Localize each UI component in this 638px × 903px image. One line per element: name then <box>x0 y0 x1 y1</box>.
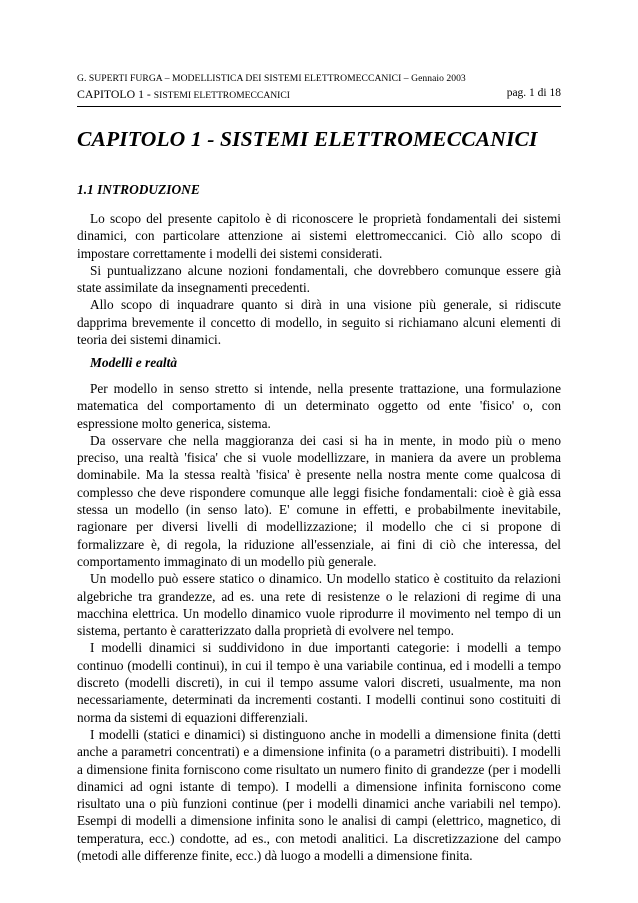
paragraph: Da osservare che nella maggioranza dei casi si ha in mente, in modo più o meno preciso, una realtà 'fisica' che si vuole modellizzare, in maniera da avere un problema dominabile. Ma la stessa realtà 'fisica' è presente nella nostra mente come qualcosa di complesso che deve rispondere comunque alle leggi fisiche fondamentali: cioè è già essa stessa un modello (in senso lato). E' comune in effetti, e probabilmente inevitabile, ragionare per diversi livelli di modellizzazione; il modello che ci si propone di formalizzare è, di regola, la riduzione all'essenziale, ai fini di ciò che interessa, del comportamento immaginato di un modello più generale. <box>77 432 561 569</box>
running-header-chapter-name: SISTEMI ELETTROMECCANICI <box>153 90 290 101</box>
paragraph: Allo scopo di inquadrare quanto si dirà in una visione più generale, si ridiscute dapprima brevemente il concetto di modello, in seguito si richiamano alcuni elementi di teoria dei sistemi dinamici. <box>77 297 561 348</box>
running-header-author: G. SUPERTI FURGA – MODELLISTICA DEI SISTEMI ELETTROMECCANICI – Gennaio 2003 <box>77 73 466 84</box>
page-number: pag. 1 di 18 <box>506 87 561 99</box>
paragraph: I modelli dinamici si suddividono in due importanti categorie: i modelli a tempo continuo (modelli continui), in cui il tempo è una variabile continua, ed i modelli a tempo discreto (modelli discreti), in cui il tempo assume valori discreti, usualmente, ma non necessariamente, determinati da incrementi costanti. I modelli continui sono costituiti di norma da sistemi di equazioni differenziali. <box>77 640 561 725</box>
paragraph: Un modello può essere statico o dinamico. Un modello statico è costituito da relazioni algebriche tra grandezze, ad es. una rete di resistenze o le relazioni di regime di una macchina elettrica. Un modello dinamico vuole riprodurre il movimento nel tempo di un sistema, pertanto è caratterizzato dalla proprietà di evolvere nel tempo. <box>77 571 561 639</box>
header-divider <box>77 106 561 107</box>
running-header-chapter <box>77 87 561 103</box>
paragraph: Per modello in senso stretto si intende, nella presente trattazione, una formulazione matematica del comportamento di un determinato oggetto od ente 'fisico' o, con espressione molto generica, sistema. <box>77 381 561 431</box>
paragraph: I modelli (statici e dinamici) si distinguono anche in modelli a dimensione finita (detti anche a parametri concentrati) e a dimensione infinita (o a parametri distribuiti). I modelli a dimensione finita forniscono come risultato un numero finito di grandezze (per i modelli dinamici ad ogni istante di tempo). I modelli a dimensione infinita forniscono come risultato una o più funzioni continue (per i modelli dinamici anche variabili nel tempo). Esempi di modelli a dimensione infinita sono le analisi di campi (elettrico, magnetico, di temperatura, ecc.) condotte, ad es., con metodi analitici. La discretizzazione del campo (metodi alle differenze finite, ecc.) dà luogo a modelli a dimensione finita. <box>77 726 561 864</box>
section-title: 1.1 INTRODUZIONE <box>77 182 200 197</box>
paragraph: Si puntualizzano alcune nozioni fondamentali, che dovrebbero comunque essere già state assimilate da insegnamenti precedenti. <box>77 262 561 296</box>
subsection-title: Modelli e realtà <box>90 355 178 370</box>
running-header-chapter-prefix: CAPITOLO 1 - <box>77 87 154 101</box>
chapter-title: CAPITOLO 1 - SISTEMI ELETTROMECCANICI <box>77 127 538 151</box>
paragraph: Lo scopo del presente capitolo è di riconoscere le proprietà fondamentali dei sistemi dinamici, con particolare attenzione ai sistemi elettromeccanici. Ciò allo scopo di impostare correttamente i modelli dei sistemi considerati. <box>77 211 561 261</box>
subsection-body <box>77 380 561 864</box>
section-body <box>77 210 561 348</box>
